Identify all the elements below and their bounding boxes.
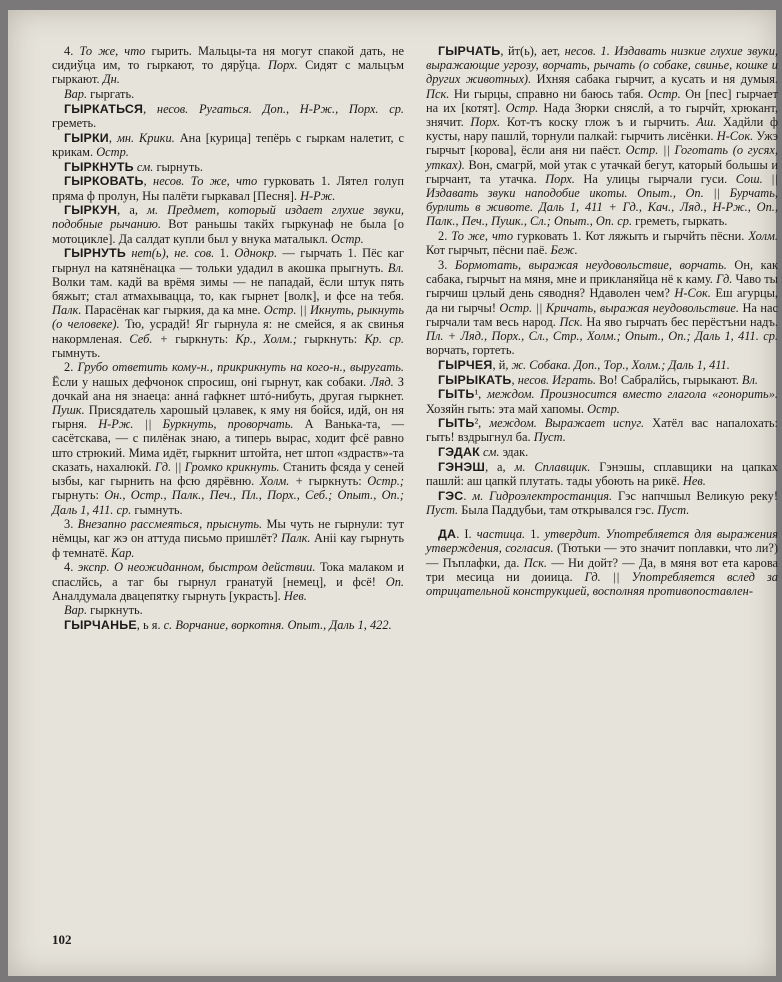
entry-text: 4. — [64, 560, 78, 575]
entry-text: Парасёнак каг гыркия, да ка мне. — [81, 303, 264, 318]
entry-text: гыргать. — [87, 87, 135, 102]
page-number: 102 — [52, 932, 72, 947]
headword: ДА — [438, 527, 457, 542]
entry-text: Холм. — [748, 229, 778, 244]
entry-text: Хадйли ф кусты, нару пашлй, торнули палкай: гырчить лисёнки. — [426, 115, 779, 144]
entry-text: — Ни дойт? — Да, в мяня вот ета карова три месица ни доиица. — [426, 555, 779, 584]
entry-text: Тока малаком и спаслйсь, а таг бы гырнул гранатуй [немец], и фсё! — [52, 560, 405, 589]
entry-text: гымнуть. — [131, 502, 183, 517]
dictionary-entry — [52, 603, 404, 617]
entry-text: 3. — [64, 517, 78, 532]
entry-text: Порх. — [267, 58, 298, 73]
dictionary-entry — [52, 87, 404, 101]
entry-text: Пск. — [559, 314, 583, 329]
headword: ГЫТЬ — [438, 416, 475, 431]
dictionary-entry — [426, 44, 778, 229]
entry-text: несов. 1. Издавать низкие глухие звуки, выражающие угрозу, ворчать, рычать (о собаке, свинье, кошке и других животных). — [426, 44, 778, 87]
entry-text: Гд. || Громко крикнуть. — [154, 459, 280, 474]
headword: ГЫРКАТЬСЯ — [64, 101, 144, 116]
entry-text: Кр. ср. — [364, 331, 404, 346]
entry-text: Он, как сабака, гырчыт на мяня, мне и прикланяйца нё к каму. — [426, 258, 778, 287]
entry-text: Остр.; — [367, 474, 405, 489]
entry-text: Остр. — [505, 100, 539, 115]
entry-text: Н-Рж. || Буркнуть, проворчать. — [98, 417, 294, 432]
left-column — [52, 44, 404, 633]
dictionary-entry — [426, 489, 778, 517]
dictionary-entry — [52, 44, 404, 87]
entry-text: см. — [136, 159, 154, 174]
entry-text: Хозяйн гыть: эта май хапомы. — [426, 401, 588, 416]
headword: ГЫРЫКАТЬ — [438, 372, 512, 387]
entry-text: На нас гырчали там весь народ. — [426, 300, 778, 329]
entry-text: Ана [курица] тепёрь с гыркам налетит, с крикам. — [52, 130, 404, 159]
entry-text: Пск. — [523, 555, 548, 570]
entry-text: Гэнэшы, сплавщики на цапках пашлй: аш цапкй плутать. тады убоють на рикё. — [426, 459, 779, 489]
entry-text: Кар. — [110, 545, 135, 560]
entry-text: частица. — [476, 527, 526, 542]
dictionary-entry — [52, 246, 404, 360]
dictionary-page — [8, 10, 779, 976]
headword: ГЫРКИ — [64, 130, 109, 145]
dictionary-entry — [426, 527, 778, 598]
entry-text: Еш агурцы, да ни гырчы! — [426, 286, 778, 315]
entry-text: , — [108, 130, 117, 145]
entry-text: Кот-тъ коску глож ъ и гырчить. — [500, 115, 697, 130]
entry-text: , а, — [117, 203, 148, 218]
entry-text: . — [463, 488, 473, 503]
entry-text: Гд. — [716, 272, 733, 287]
entry-text: Кр., Холм.; — [235, 331, 298, 346]
entry-text: То же, что — [79, 44, 146, 58]
entry-text: эдак. — [499, 445, 529, 460]
entry-text: Остр. — [331, 231, 364, 246]
entry-text: Себ. + — [129, 331, 169, 346]
entry-text: — гырчать 1. Пёс каг гырнул на катянёнацка — тольки удадил в акошка прыгнуть. — [52, 246, 404, 275]
entry-text: А Ванька-та, — сасётскава, — с пилёнак знаю, а типерь вырас, ходит фсё равно што стрюкий. Мима идёт, гыркнит штойта, нет штоп «здраств»-та сказать, нахалюкй. — [52, 417, 404, 474]
entry-text: Станить фсяда у сеней ызбы, каг гырнить на фсю дярёвню. — [52, 459, 404, 489]
entry-text: м. Сплавщик. — [514, 459, 591, 474]
entry-text: З дочкай ана ня знаеца: аннá гафкнет штó-нибуть, другая гыркнет. — [52, 374, 404, 403]
entry-text: 2. — [438, 229, 452, 244]
entry-text: Холм. + — [259, 474, 304, 489]
entry-text: греметь. — [52, 116, 97, 131]
dictionary-entry — [52, 203, 404, 246]
entry-text: гымнуть. — [52, 345, 101, 360]
entry-text: Сош. || Издавать звуки наподобие икоты. Опыт., Оп. || Бурчать, бурлить в животе. Даль 1, 411 + Гд., Кач., Ляд., Н-Рж., Оп., Палк., Печ., Пушк., Сл.; Опыт., Оп. ср. — [426, 171, 778, 229]
entry-text: Он [пес] гырчает на их [котят]. — [426, 86, 778, 115]
entry-text: 1. — [525, 527, 545, 542]
entry-text: Гд. || Употребляется вслед за отрицательной конструкцией, восполняя противопоставлен- — [426, 569, 778, 599]
dictionary-entry — [52, 560, 404, 603]
entry-text: с. Ворчание, воркотня. Опыт., Даль 1, 422. — [163, 618, 392, 633]
dictionary-entry — [426, 445, 778, 459]
entry-text: Вон, смагрй, мой утак с утачкай бегут, каторый большы и гырчант, та утачка. — [426, 157, 778, 186]
entry-text: То же, что — [451, 229, 514, 244]
dictionary-entry — [52, 131, 404, 159]
dictionary-entry — [426, 358, 778, 372]
entry-text: Пск. — [426, 86, 450, 101]
entry-text: Внезапно рассмеяться, прыснуть. — [77, 517, 263, 532]
headword: ГЫРЧАТЬ — [438, 44, 501, 58]
entry-text: нет(ь), не. сов. — [131, 246, 215, 261]
entry-text: несов. Ругаться. Доп., Н-Рж., Порх. ср. — [156, 101, 404, 116]
dictionary-entry — [52, 102, 404, 130]
entry-text: Бормотать, выражая неудовольствие, ворчать. — [454, 258, 727, 273]
entry-text: Палк. — [281, 531, 311, 546]
headword: ГЭНЭШ — [438, 459, 486, 474]
headword: ГЫРКУН — [64, 203, 118, 218]
entry-text: 1. — [214, 246, 235, 261]
dictionary-entry — [426, 373, 778, 387]
entry-text: Аніі кау гырнуть ф темнатё. — [52, 531, 405, 560]
entry-text: мн. Крики. — [116, 130, 175, 145]
entry-text: Кот гырчыт, пёсни паё. — [426, 243, 551, 258]
entry-text: междом. Произносится вместо глагола «гонорить». — [486, 387, 778, 402]
entry-text: междом. Выражает испуг. — [489, 416, 645, 431]
dictionary-entry — [52, 618, 404, 632]
entry-text: греметь, гыркать. — [632, 214, 728, 229]
entry-text: Вл. — [387, 260, 404, 275]
entry-text: , ь я. — [136, 618, 164, 633]
dictionary-entry — [52, 160, 404, 174]
entry-text: Вар. — [64, 87, 88, 102]
entry-text: На яво гырчать бес перёстъни надъ. — [582, 314, 778, 329]
entry-text: несов. Играть. — [517, 372, 597, 387]
entry-text: Вар. — [64, 603, 88, 618]
entry-text: , а, — [485, 459, 515, 474]
entry-text: 3. — [438, 258, 455, 273]
entry-text: . I. — [456, 527, 477, 542]
entry-text: гыркнуть: — [168, 331, 236, 346]
headword: ГЭС — [438, 488, 464, 503]
dictionary-entry — [52, 360, 404, 516]
entry-text: Вл. — [741, 372, 758, 387]
entry-text: Он., Остр., Палк., Печ., Пл., Порх., Себ.; Опыт., Оп.; Даль 1, 411. ср. — [52, 488, 404, 517]
entry-text: Вот раньшы такйх гыркунаф не была [о мотоциклe]. Да салдат купли был у внука маталыкл. — [52, 217, 404, 246]
entry-text: Нада Зюрки сняслй, а то гырчйт, хрюкант, знячит. — [426, 100, 779, 130]
entry-text: , — [143, 101, 157, 116]
entry-text: Ляд. — [370, 374, 394, 389]
entry-text: Волки там. кадй ва врёмя зимы — не пападай, ёсли штук пять бяжыт; стал атмахывацца, то, как гырнет [волк], и фсе на тебя. — [52, 274, 404, 303]
entry-text: м. Гидроэлектростанция. — [472, 488, 613, 503]
entry-text: Порх. — [470, 115, 501, 130]
entry-text: Мы чуть не гырнули: тут нёмцы, каг жэ он аттуда письмо пришлёт? — [52, 517, 404, 546]
entry-text: Остр. || Икнуть, рыкнуть (о человеке). — [52, 303, 404, 332]
entry-text: Ёсли у нашых дефчонок спросиш, оні гырнут, как собаки. — [52, 374, 371, 389]
entry-text: Пл. + Ляд., Порх., Сл., Стр., Холм.; Опыт., Оп.; Даль 1, 411. ср. — [426, 329, 778, 344]
entry-text: На улицы гырчали гуси. — [574, 171, 736, 186]
dictionary-entry — [426, 460, 778, 488]
entry-text: Остр. — [648, 86, 681, 101]
entry-text: м. Предмет, который издает глухие звуки, подобные рычанию. — [52, 203, 405, 232]
entry-text: 4. — [64, 44, 80, 58]
entry-text: Пуст. — [426, 503, 459, 517]
entry-text: см. — [482, 445, 500, 460]
entry-text: , йт(ь), ает, — [500, 44, 565, 58]
entry-text: Н-Рж. — [300, 188, 336, 203]
entry-text: ², — [474, 416, 490, 431]
entry-text: Остр. || Кричать, выражая неудовольствие. — [499, 300, 739, 315]
entry-text: Во! Сабралйсь, гырыкают. — [596, 372, 742, 387]
right-column — [426, 44, 778, 599]
entry-text: , — [143, 174, 154, 189]
entry-text: Остр. — [587, 401, 620, 416]
entry-text: Нев. — [682, 474, 706, 489]
entry-text: Ужэ гырчыт [корова], ёсли аня ни паёст. — [426, 129, 778, 158]
entry-text: Н-Сок. — [716, 129, 754, 144]
entry-text: ж. Собака. Доп., Тор., Холм.; Даль 1, 411. — [511, 357, 730, 372]
dictionary-entry — [426, 229, 778, 257]
entry-text: Беж. — [550, 243, 578, 258]
headword: ГЫРЧАНЬЕ — [64, 618, 137, 633]
entry-text: Ихняя сабака гырчит, а кусать и ня думыя. — [531, 72, 778, 87]
entry-text: Порх. — [545, 171, 575, 186]
entry-text: Остр. || Гоготать (о гусях, утках). — [426, 143, 778, 172]
entry-text: гыркнуть: — [297, 331, 365, 346]
entry-text: (Тютьки — это значит поплавки, что ли?) — Пъплафки, да. — [426, 541, 779, 570]
dictionary-entry — [426, 416, 778, 444]
entry-text: Аш. — [696, 115, 717, 130]
entry-text: ворчать, гортеть. — [426, 343, 515, 358]
dictionary-entry — [52, 517, 404, 560]
headword: ГЫРКОВАТЬ — [64, 174, 144, 189]
entry-text: Была Паддубьи, там открывался гэс. — [458, 503, 658, 517]
dictionary-entry — [426, 258, 778, 357]
entry-text: Хатёл вас напалохать: гыть! вздрыгнул ба. — [426, 416, 778, 445]
entry-text: Присядатель харошый цэлавек, к яму ня бойся, идй, он ня гырня. — [52, 403, 404, 432]
entry-text: гыркнуть. — [87, 603, 143, 618]
entry-text: Пуст. — [533, 430, 566, 445]
entry-text: Дн. — [102, 72, 120, 87]
headword: ГЫТЬ — [438, 387, 475, 402]
dictionary-entry — [52, 174, 404, 202]
entry-text: Грубо ответить кому-н., прикрикнуть на кого-н., выругать. — [77, 360, 404, 375]
headword: ГЫРКНУТЬ — [64, 159, 134, 174]
entry-text: гурковать 1. Кот ляжыть и гырчйть пёсни. — [513, 229, 749, 244]
entry-text: Н-Сок. — [674, 286, 711, 301]
entry-text: экспр. О неожиданном, быстром действии. — [77, 560, 316, 575]
entry-text: гурковать 1. Лятел голуп пряма ф пролун, Ны палёти гыркавал [Песня]. — [52, 174, 404, 203]
entry-text: Сидят с мальцъм гыркают. — [52, 58, 405, 87]
headword: ГЭДАК — [438, 445, 480, 460]
entry-text: Нев. — [283, 588, 307, 603]
entry-text: гырнуть: — [52, 488, 105, 503]
headword: ГЫРЧЕЯ — [438, 357, 493, 372]
entry-text: Ни гырцы, справно ни баюсь табя. — [449, 86, 649, 101]
dictionary-entry — [426, 387, 778, 415]
headword: ГЫРНУТЬ — [64, 246, 126, 261]
entry-text: Пуст. — [657, 503, 690, 517]
entry-text: , й, — [492, 357, 512, 372]
entry-text: Однокр. — [234, 246, 278, 261]
entry-text: гыркнуть: — [303, 474, 368, 489]
entry-text: Аналдумала двацепятку гырнуть [украсть]. — [52, 588, 284, 603]
entry-text: , — [511, 372, 518, 387]
entry-text: 2. — [64, 360, 78, 375]
entry-text: Гэс напчшыл Великую реку! — [612, 488, 778, 503]
entry-text: ¹, — [474, 387, 487, 402]
entry-text: гырить. Мальцы-та ня могут спакой дать, не сидиўца им, то гыркают, то дярўца. — [52, 44, 405, 73]
entry-text: гырнуть. — [153, 159, 204, 174]
entry-text: Пушк. — [52, 403, 85, 418]
entry-text: несов. То же, что — [153, 174, 258, 189]
entry-text: Палк. — [52, 303, 82, 318]
entry-text: Остр. — [96, 144, 129, 159]
entry-text: Тю, усрадй! Яг гырнула я: не смейся, я ак свинья накормленая. — [52, 317, 405, 346]
entry-text: утвердит. Употребляется для выражения утверждения, согласия. — [426, 527, 778, 556]
entry-text: Чаво ты гырчиш цэлый день сяводня? Ндаволен чем? — [426, 272, 779, 301]
entry-text: Оп. — [385, 574, 404, 589]
